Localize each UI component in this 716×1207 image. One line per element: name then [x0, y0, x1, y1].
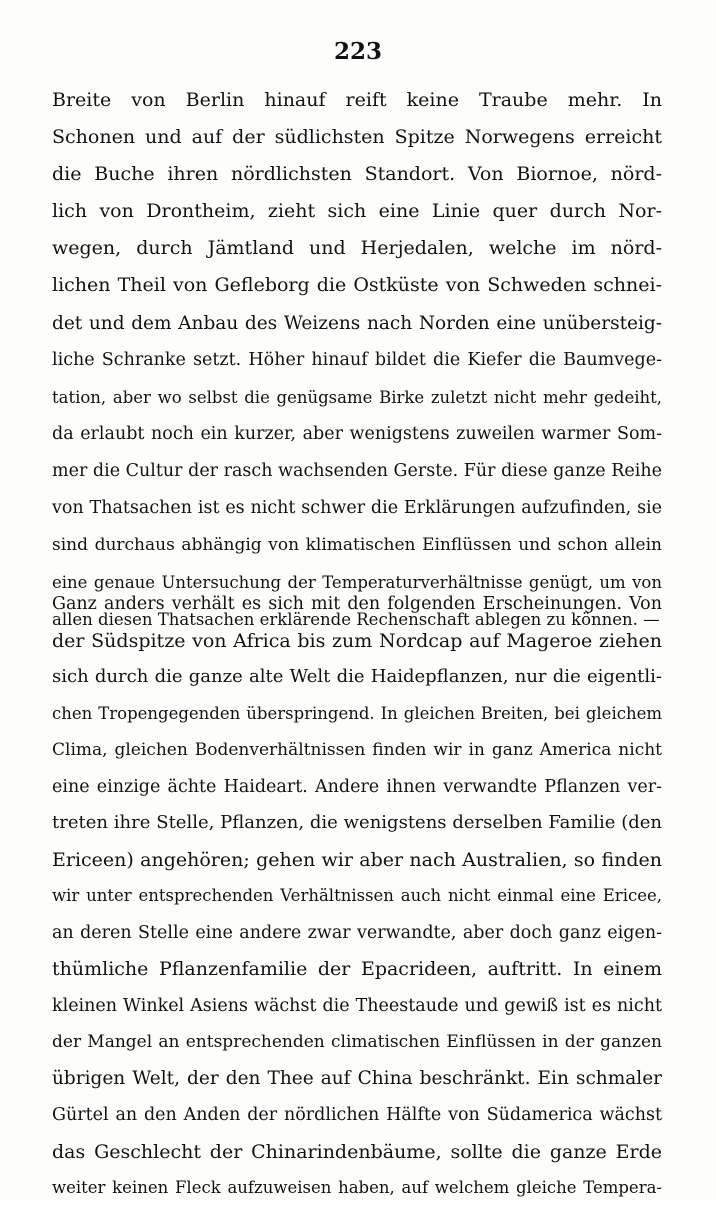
text-line: der Mangel an entsprechenden climatischen Einflüssen in der ganzen — [52, 1032, 662, 1052]
text-line: Schonen und auf der südlichsten Spitze Norwegens erreicht — [52, 126, 662, 149]
text-line: mer die Cultur der rasch wachsenden Gerste. Für diese ganze Reihe — [52, 460, 662, 481]
text-line: allen diesen Thatsachen erklärende Rechenschaft ablegen zu können. — — [52, 610, 660, 630]
text-line: Ganz anders verhält es sich mit den folgenden Erscheinungen. Von — [52, 594, 662, 614]
text-line: Gürtel an den Anden der nördlichen Hälfte von Südamerica wächst — [52, 1105, 662, 1125]
text-line: das Geschlecht der Chinarindenbäume, sollte die ganze Erde — [52, 1140, 662, 1163]
text-line: lich von Drontheim, zieht sich eine Linie quer durch Nor- — [52, 200, 662, 223]
text-line: thümliche Pflanzenfamilie der Epacrideen, auftritt. In einem — [52, 958, 662, 980]
text-line: chen Tropengegenden überspringend. In gleichen Breiten, bei gleichem — [52, 703, 662, 723]
text-line: von Thatsachen ist es nicht schwer die Erklärungen aufzufinden, sie — [52, 498, 662, 519]
text-line: det und dem Anbau des Weizens nach Norden eine unübersteig- — [52, 312, 662, 334]
paragraph-2 — [52, 586, 662, 1207]
paragraph-1 — [52, 82, 662, 638]
text-line: tation, aber wo selbst die genügsame Birke zuletzt nicht mehr gedeiht, — [52, 387, 662, 407]
text-line: da erlaubt noch ein kurzer, aber wenigstens zuweilen warmer Som- — [52, 423, 662, 444]
text-line: lichen Theil von Gefleborg die Ostküste von Schweden schnei- — [52, 274, 662, 297]
text-line: kleinen Winkel Asiens wächst die Theestaude und gewiß ist es nicht — [52, 995, 662, 1016]
text-line: liche Schranke setzt. Höher hinauf bildet die Kiefer die Baumvege- — [52, 349, 662, 370]
text-line: weiter keinen Fleck aufzuweisen haben, auf welchem gleiche Tempera- — [52, 1178, 662, 1197]
text-line: sich durch die ganze alte Welt die Haidepflanzen, nur die eigentli- — [52, 666, 662, 687]
text-line: treten ihre Stelle, Pflanzen, die wenigstens derselben Familie (den — [52, 812, 662, 833]
text-line: an deren Stelle eine andere zwar verwandte, aber doch ganz eigen- — [52, 922, 662, 943]
text-line: die Buche ihren nördlichsten Standort. Von Biornoe, nörd- — [52, 163, 662, 186]
text-line: wir unter entsprechenden Verhältnissen auch nicht einmal eine Ericee, — [52, 886, 662, 905]
text-line: Clima, gleichen Bodenverhältnissen finden wir in ganz America nicht — [52, 740, 662, 760]
text-line: eine genaue Untersuchung der Temperaturverhältnisse genügt, um von — [52, 573, 662, 593]
text-line: eine einzige ächte Haideart. Andere ihnen verwandte Pflanzen ver- — [52, 776, 662, 797]
text-line: übrigen Welt, der den Thee auf China beschränkt. Ein schmaler — [52, 1067, 662, 1089]
text-line: der Südspitze von Africa bis zum Nordcap auf Mageroe ziehen — [52, 629, 662, 652]
text-line: Breite von Berlin hinauf reift keine Traube mehr. In — [52, 89, 662, 111]
text-line: Ericeen) angehören; gehen wir aber nach Australien, so finden — [52, 848, 662, 871]
text-line: wegen, durch Jämtland und Herjedalen, welche im nörd- — [52, 237, 662, 260]
text-line: sind durchaus abhängig von klimatischen Einflüssen und schon allein — [52, 535, 662, 556]
page-number: 223 — [333, 38, 382, 65]
